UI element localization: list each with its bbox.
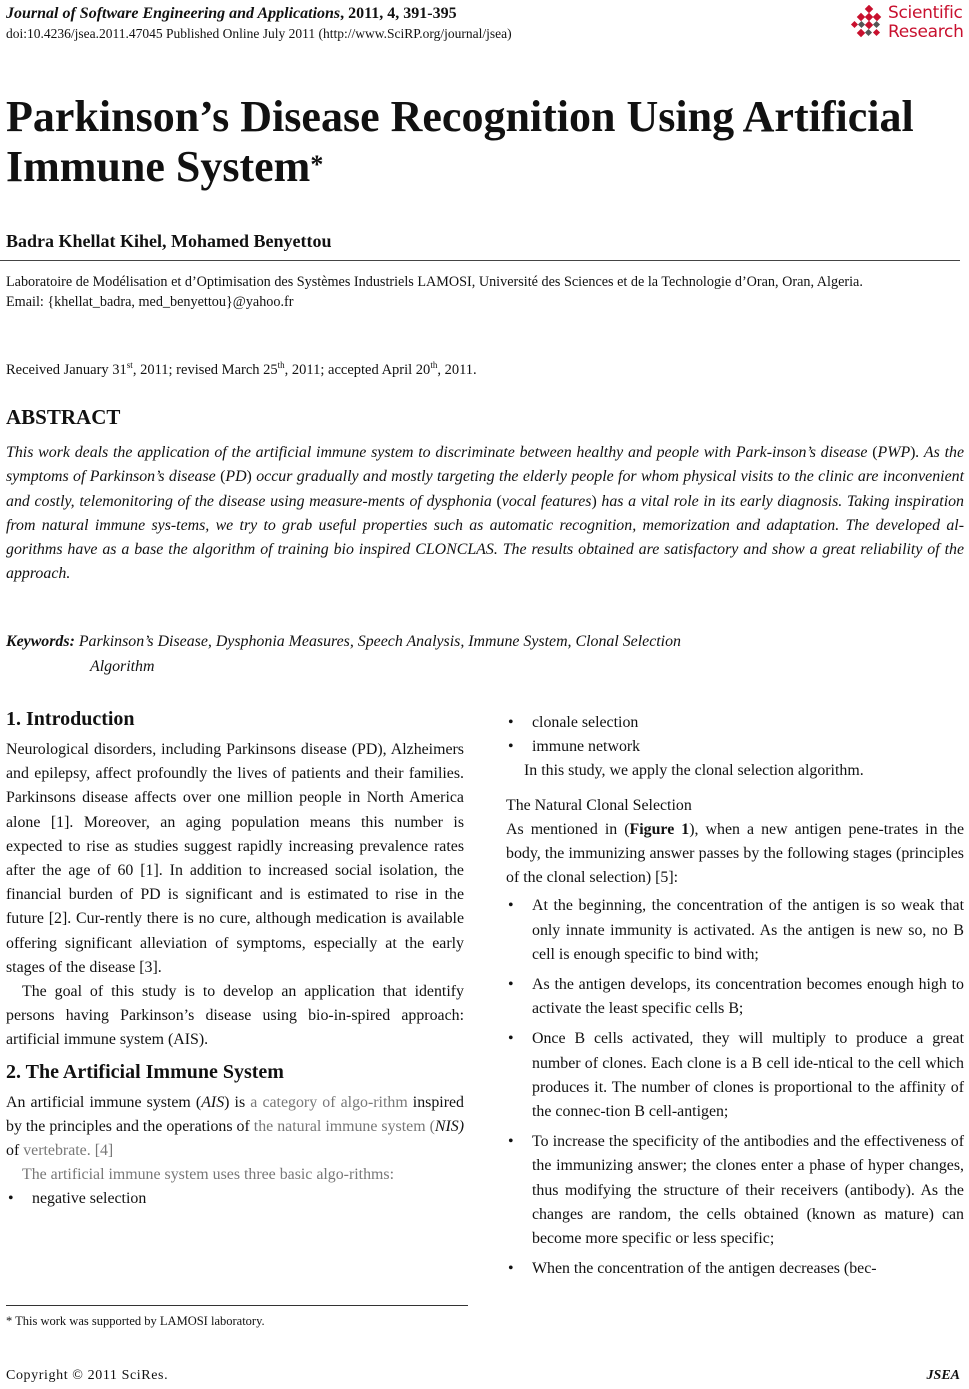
- keywords: [6, 629, 906, 679]
- abstract-text: This work deals the application of the artificial immune system to discriminate between healthy and people with Park-inson’s disease: [6, 444, 873, 461]
- affiliation: Laboratoire de Modélisation et d’Optimisation des Systèmes Industriels LAMOSI, Université des Sciences et de la Technologie d’Oran, Oran, Algeria.: [6, 274, 863, 290]
- algorithm-list: [6, 1187, 464, 1211]
- ais-text: ) is: [224, 1093, 251, 1111]
- ais-ref: [4]: [90, 1142, 114, 1160]
- left-column: [6, 706, 464, 1212]
- abstract-text: has a vital role in its early diagnosis. Taking inspiration from natural immune sys-tems, we try to grab useful properties such as automatic recognition, memorization and adaptation. The developed al-gorithms have as a base the algorithm of training bio inspired CLONCLAS. The results obtained are satisfactory and show a great reliability of the approach.: [6, 492, 964, 583]
- ordinal-suffix: st: [126, 360, 133, 370]
- paper-title: [6, 92, 966, 192]
- abstract-heading: ABSTRACT: [6, 405, 121, 429]
- list-item: • When the concentration of the antigen decreases (bec-: [506, 1257, 964, 1281]
- nis-abbrev: NIS): [434, 1117, 465, 1135]
- clonal-sentence: In this study, we apply the clonal selection algorithm.: [524, 762, 864, 780]
- email: Email: {khellat_badra, med_benyettou}@yahoo.fr: [6, 293, 294, 310]
- ais-abbrev: AIS: [201, 1093, 225, 1111]
- journal-abbrev-footer: JSEA: [926, 1368, 960, 1383]
- keywords-label: Keywords:: [6, 633, 75, 650]
- title-footnote-mark: *: [310, 150, 324, 179]
- list-item: • At the beginning, the concentration of the antigen is so weak that only innate immunity is activated. As the antigen is new so, no B cell is enough specific to bind with;: [506, 894, 964, 967]
- paren: (: [220, 468, 226, 486]
- section-1-heading: 1. Introduction: [6, 708, 135, 730]
- logo-text-line1: Scientific: [888, 3, 963, 23]
- list-item: • As the antigen develops, its concentration becomes enough high to activate the least specific cells B;: [506, 973, 964, 1021]
- received-text: Received January 31: [6, 361, 127, 378]
- journal-volume: , 2011, 4, 391-395: [340, 5, 457, 22]
- paren: ): [910, 444, 916, 461]
- footnote-divider: [6, 1305, 468, 1306]
- paren: (: [872, 444, 878, 461]
- natural-clonal-heading: The Natural Clonal Selection: [506, 796, 692, 814]
- list-item: • Once B cells activated, they will multiply to produce a great number of clones. Each clone is a B cell ide-ntical to the cell which produces it. The number of clones is proportional to the affinity of the connec-tion B cell-antigen;: [506, 1027, 964, 1124]
- logo-text-line2: Research: [888, 22, 964, 42]
- authors: Badra Khellat Kihel, Mohamed Benyettou: [6, 231, 332, 251]
- keywords-line2: Algorithm: [90, 658, 155, 675]
- year-text: , 2011.: [437, 361, 477, 378]
- paren: (: [496, 492, 502, 510]
- doi-line: doi:10.4236/jsea.2011.47045 Published Online July 2011 (http://www.SciRP.org/journal/jsea): [6, 26, 512, 41]
- list-item: • negative selection: [6, 1187, 464, 1211]
- affiliation-block: [6, 273, 961, 312]
- copyright-footer: Copyright © 2011 SciRes.: [6, 1368, 169, 1383]
- publisher-logo: [850, 2, 969, 44]
- ordinal-suffix: th: [277, 360, 285, 370]
- footnote: * This work was supported by LAMOSI laboratory.: [6, 1314, 265, 1328]
- received-dates: [6, 355, 477, 380]
- ais-text: An artificial immune system (: [6, 1093, 202, 1111]
- natural-intro: [506, 818, 964, 891]
- abbrev-pwp: PWP: [877, 444, 911, 461]
- ais-text: inspired by the principles and the operations of: [6, 1093, 464, 1135]
- keywords-line1: Parkinson’s Disease, Dysphonia Measures, Speech Analysis, Immune System, Clonal Selection: [78, 633, 681, 650]
- ais-link-text: vertebrate.: [23, 1142, 91, 1160]
- header-divider: [0, 260, 960, 261]
- ais-link-text: the natural immune system (: [253, 1117, 435, 1135]
- intro-text: As mentioned in (: [506, 820, 630, 838]
- algorithm-list-continued: [506, 711, 964, 759]
- journal-header: [6, 4, 512, 44]
- ais-text: of: [6, 1142, 24, 1160]
- paper-title-text: Parkinson’s Disease Recognition Using Artificial Immune System: [6, 92, 914, 191]
- stages-list: [506, 894, 964, 1281]
- scientific-research-logo-icon: [850, 5, 886, 41]
- abstract-text: occur gradually and mostly targeting the elderly people for whom physical visits to the clinic are inconvenient and costly, telemonitoring of the disease using measure-ments of dysphonia: [6, 468, 964, 510]
- figure-ref: Figure 1: [629, 820, 690, 838]
- ordinal-suffix: th: [430, 360, 438, 370]
- section-2-heading: 2. The Artificial Immune System: [6, 1060, 284, 1083]
- ais-algorithms-paragraph: The artificial immune system uses three basic algo-rithms:: [22, 1166, 395, 1184]
- abbrev-pd: PD: [225, 468, 247, 486]
- ais-paragraph: [6, 1091, 464, 1164]
- intro-paragraph-2: The goal of this study is to develop an application that identify persons having Parkinson’s disease using bio-in-spired approach: artificial immune system (AIS).: [6, 983, 464, 1049]
- list-item: • To increase the specificity of the antibodies and the effectiveness of the immunizing answer; the clones enter a phase of hyper changes, thus modifying the structure of their receivers (antibody). As the changes are random, the cells obtained (known as mature) can become more specific or less specific;: [506, 1130, 964, 1251]
- intro-text: ), when a new antigen pene-trates in the body, the immunizing answer passes by the following stages (principles of the clonal selection) [5]:: [506, 820, 965, 887]
- abstract-body: [6, 441, 964, 587]
- intro-paragraph-1: Neurological disorders, including Parkinsons disease (PD), Alzheimers and epilepsy, affect profoundly the lives of patients and their families. Parkinsons disease affects over one million people in North America alone [1]. Moreover, an aging population means this number is expected to rise as studies suggest rapidly increasing prevalence rates after the age of 60 [1]. In addition to increased social isolation, the financial burden of PD is significant and is estimated to rise in the future [2]. Cur-rently there is no cure, although medication is available offering significant alleviation of symptoms, especially at the early stages of the disease [3].: [6, 741, 464, 976]
- paren: ): [246, 468, 252, 486]
- list-item: • clonale selection: [506, 711, 964, 735]
- right-column: [506, 711, 964, 1287]
- journal-name: Journal of Software Engineering and Applications: [6, 5, 341, 22]
- abstract-text: . As the symptoms of Parkinson’s disease: [6, 444, 964, 486]
- ais-link-text: a category of algo-rithm: [250, 1093, 408, 1111]
- paren: ): [591, 492, 597, 510]
- revised-text: , 2011; revised March 25: [132, 361, 278, 378]
- accepted-text: , 2011; accepted April 20: [284, 361, 431, 378]
- list-item: • immune network: [506, 735, 964, 759]
- vocal-features-term: vocal features: [501, 492, 592, 510]
